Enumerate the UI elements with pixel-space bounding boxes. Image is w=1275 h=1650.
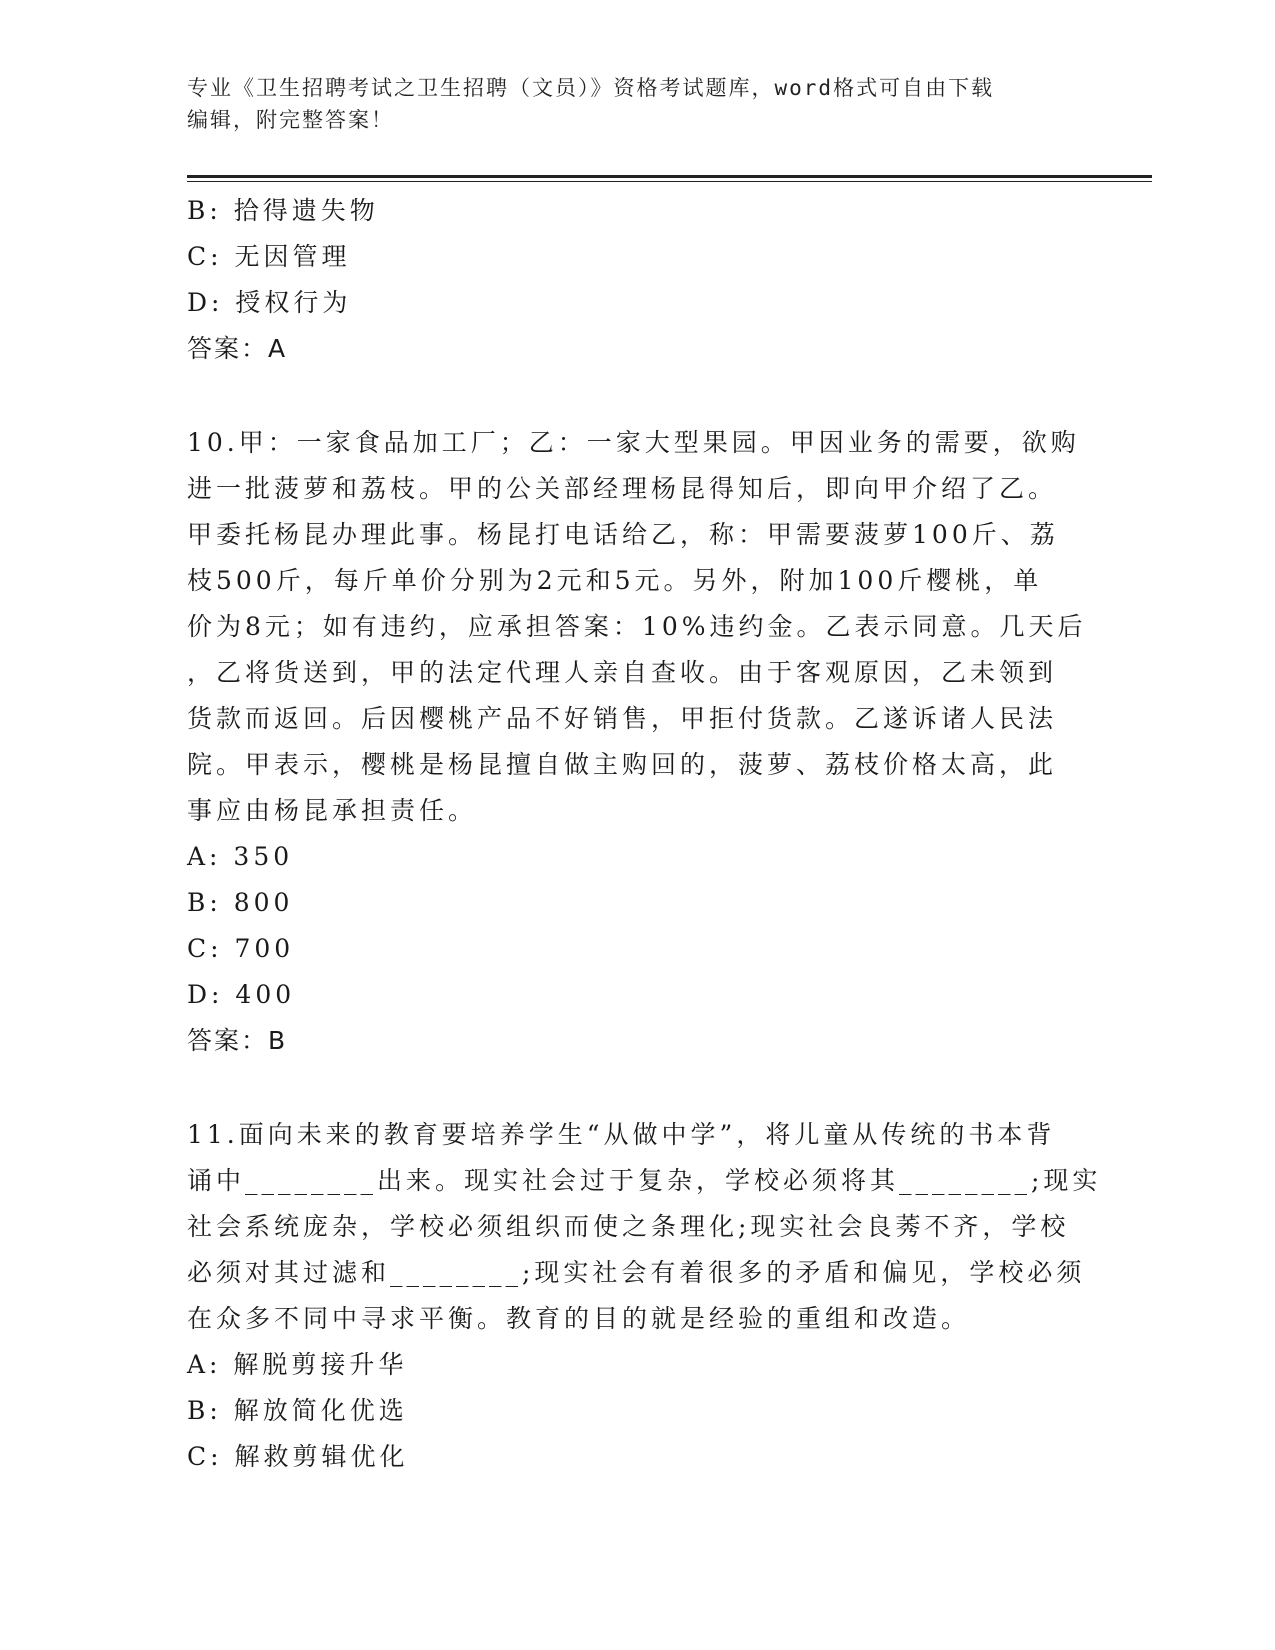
q10-text-line: 进一批菠萝和荔枝。甲的公关部经理杨昆得知后，即向甲介绍了乙。 — [187, 474, 1058, 503]
q10-text-line: 货款而返回。后因樱桃产品不好销售，甲拒付货款。乙遂诉诸人民法 — [187, 704, 1058, 733]
q10-text-line: 事应由杨昆承担责任。 — [187, 796, 478, 825]
q11-text-line: 11.面向未来的教育要培养学生“从做中学”，将儿童从传统的书本背 — [187, 1120, 1056, 1149]
question-10-block — [187, 420, 1087, 1064]
q9-option-b: B: 拾得遗失物 — [187, 196, 379, 225]
q11-option-c: C: 解救剪辑优化 — [187, 1442, 409, 1471]
header-line-1: 专业《卫生招聘考试之卫生招聘（文员）》资格考试题库，word格式可自由下载 — [187, 76, 995, 100]
q11-text-line: 在众多不同中寻求平衡。教育的目的就是经验的重组和改造。 — [187, 1304, 971, 1333]
q10-text-line: 价为8元；如有违约，应承担答案：10%违约金。乙表示同意。几天后 — [187, 612, 1087, 641]
document-body — [187, 188, 1102, 1480]
q9-answer: 答案：A — [187, 334, 288, 363]
q11-option-b: B: 解放简化优选 — [187, 1396, 408, 1425]
q9-option-c: C: 无因管理 — [187, 242, 351, 271]
q10-text-line: 甲委托杨昆办理此事。杨昆打电话给乙，称：甲需要菠萝100斤、荔 — [187, 520, 1059, 549]
header-divider-thick — [187, 175, 1152, 178]
document-header — [187, 72, 1087, 136]
q10-option-d: D: 400 — [187, 980, 296, 1009]
q10-option-c: C: 700 — [187, 934, 295, 963]
q11-text-line: 社会系统庞杂，学校必须组织而使之条理化;现实社会良莠不齐，学校 — [187, 1212, 1070, 1241]
q10-text-line: 枝500斤，每斤单价分别为2元和5元。另外，附加100斤樱桃，单 — [187, 566, 1043, 595]
q10-answer: 答案：B — [187, 1026, 288, 1055]
q10-text-line: ，乙将货送到，甲的法定代理人亲自查收。由于客观原因，乙未领到 — [187, 658, 1058, 687]
question-9-block — [187, 188, 1087, 372]
q9-option-d: D: 授权行为 — [187, 288, 352, 317]
question-11-block — [187, 1112, 1102, 1480]
q10-text-line: 院。甲表示，樱桃是杨昆擅自做主购回的，菠萝、荔枝价格太高，此 — [187, 750, 1058, 779]
header-divider-thin — [187, 181, 1152, 182]
q11-text-line: 必须对其过滤和________;现实社会有着很多的矛盾和偏见，学校必须 — [187, 1258, 1086, 1287]
q10-option-b: B: 800 — [187, 888, 294, 917]
header-line-2: 编辑，附完整答案！ — [187, 108, 394, 132]
q10-option-a: A: 350 — [187, 842, 294, 871]
question-spacer — [187, 1064, 1087, 1112]
q10-text-line: 10.甲：一家食品加工厂；乙：一家大型果园。甲因业务的需要，欲购 — [187, 428, 1080, 457]
question-spacer — [187, 372, 1087, 420]
q11-option-a: A: 解脱剪接升华 — [187, 1350, 408, 1379]
q11-text-line: 诵中________出来。现实社会过于复杂，学校必须将其________;现实 — [187, 1166, 1102, 1195]
